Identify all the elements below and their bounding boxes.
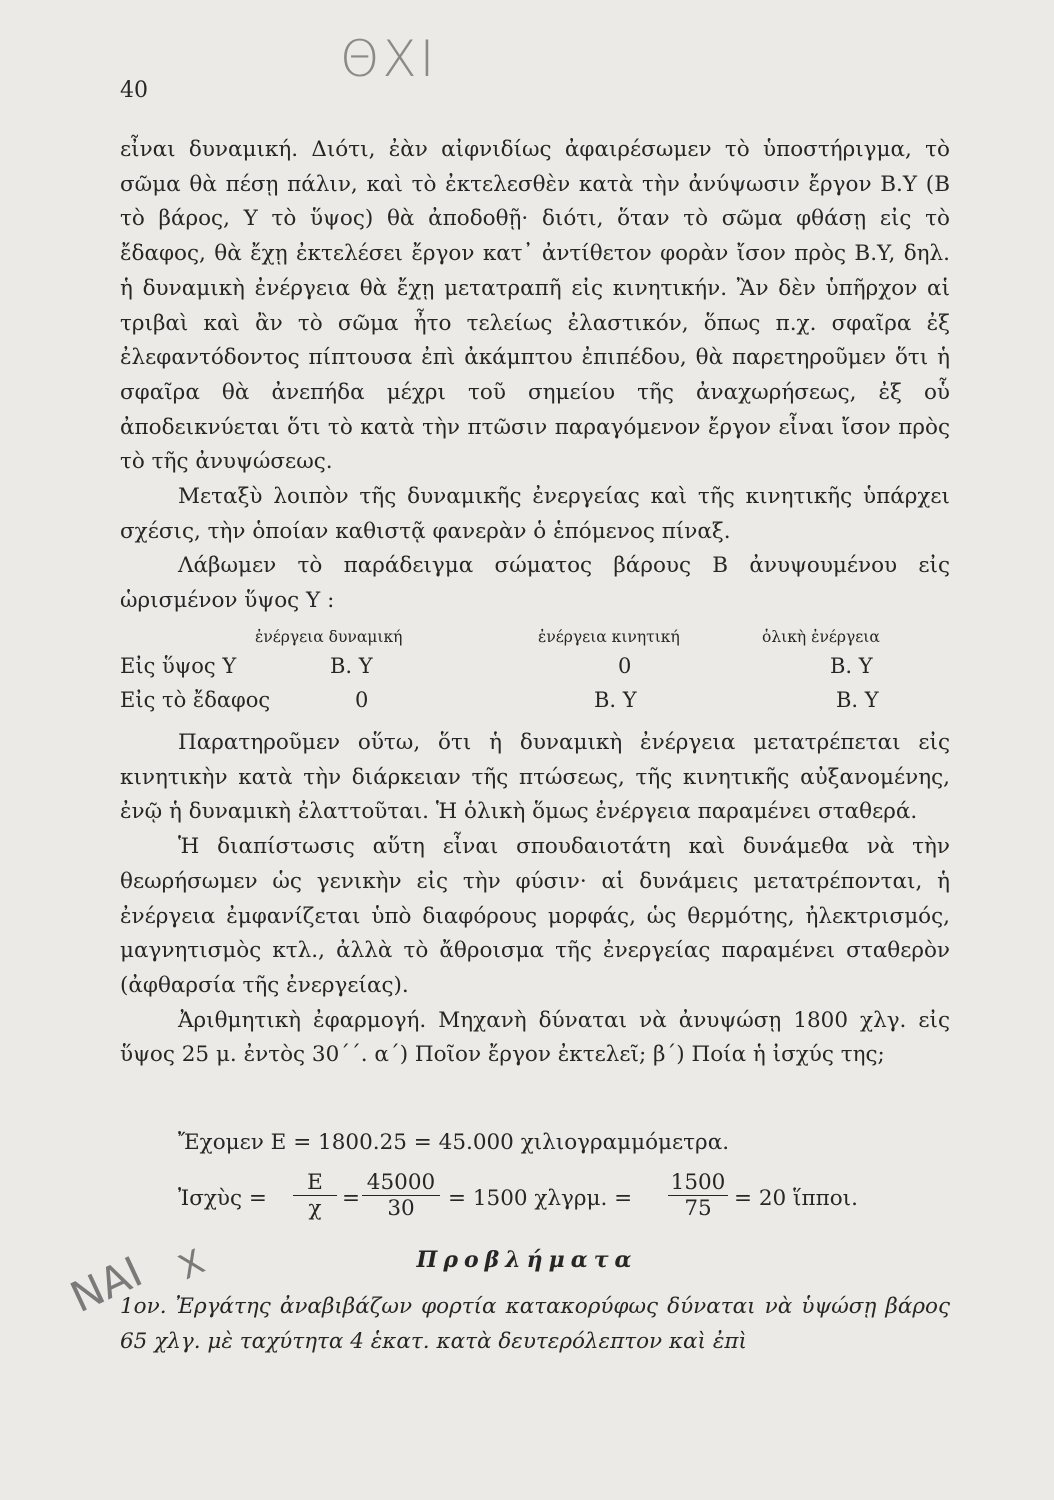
paragraph-4: Παρατηροῦμεν οὕτω, ὅτι ἡ δυναμικὴ ἐνέργεια μετατρέπεται εἰς κινητικὴν κατὰ τὴν διάρκειαν τῆς πτώσεως, τῆς κινητικῆς αὐξανομένης, ἐνῷ ἡ δυναμικὴ ἐλαττοῦται. Ἡ ὁλικὴ ὅμως ἐνέργεια παραμένει σταθερά.: [120, 730, 950, 825]
fraction-denominator: 75: [684, 1196, 712, 1221]
handwritten-annotation-top: ΘΧΙ: [340, 30, 438, 88]
fraction-numerator: 1500: [668, 1170, 728, 1196]
table-header: ἐνέργεια κινητική: [538, 628, 680, 646]
cell-total: B. Y: [830, 654, 873, 678]
body-text-top: [120, 133, 950, 619]
energy-table: [120, 620, 950, 722]
power-label: Ἰσχὺς =: [178, 1186, 267, 1211]
cell-kinetic: 0: [618, 654, 632, 678]
table-row: [120, 654, 950, 688]
cell-kinetic: B. Y: [594, 688, 637, 712]
row-label: Εἰς ὕψος Y: [120, 654, 237, 678]
fraction-denominator: 30: [387, 1196, 415, 1221]
handwritten-annotation-margin-mark: Χ: [172, 1241, 211, 1289]
formula-result: = 20 ἵπποι.: [734, 1186, 858, 1211]
problem-1: 1ον. Ἐργάτης ἀναβιβάζων φορτία κατακορύφως δύναται νὰ ὑψώσῃ βάρος 65 χλγ. μὲ ταχύτητα 4 ἑκατ. κατὰ δευτερόλεπτον καὶ ἐπὶ: [120, 1294, 950, 1354]
equals-sign: =: [342, 1186, 361, 1211]
table-row: [120, 688, 950, 722]
row-label: Εἰς τὸ ἔδαφος: [120, 688, 271, 712]
paragraph-5: Ἡ διαπίστωσις αὕτη εἶναι σπουδαιοτάτη καὶ δυνάμεθα νὰ τὴν θεωρήσωμεν ὡς γενικὴν εἰς τὴν φύσιν· αἱ δυνάμεις μετατρέπονται, ἡ ἐνέργεια ἐμφανίζεται ὑπὸ διαφόρους μορφάς, ὡς θερμότης, ἠλεκτρισμός, μαγνητισμὸς κτλ., ἀλλὰ τὸ ἄθροισμα τῆς ἐνεργείας παραμένει σταθερὸν (ἀφθαρσία τῆς ἐνεργείας).: [120, 834, 950, 998]
table-header: ἐνέργεια δυναμική: [255, 628, 403, 646]
cell-total: B. Y: [836, 688, 879, 712]
fraction-work-over-time: [362, 1170, 440, 1221]
paragraph-1: εἶναι δυναμική. Διότι, ἐὰν αἰφνιδίως ἀφαιρέσωμεν τὸ ὑποστήριγμα, τὸ σῶμα θὰ πέσῃ πάλιν, καὶ τὸ ἐκτελεσθὲν κατὰ τὴν ἀνύψωσιν ἔργον B.Y (B τὸ βάρος, Y τὸ ὕψος) θὰ ἀποδοθῇ· διότι, ὅταν τὸ σῶμα φθάσῃ εἰς τὸ ἔδαφος, θὰ ἔχῃ ἐκτελέσει ἔργον κατ᾽ ἀντίθετον φορὰν ἴσον πρὸς B.Y, δηλ. ἡ δυναμικὴ ἐνέργεια θὰ ἔχῃ μετατραπῆ εἰς κινητικήν. Ἂν δὲν ὑπῆρχον αἱ τριβαὶ καὶ ἂν τὸ σῶμα ἦτο τελείως ἐλαστικόν, ὅπως π.χ. σφαῖρα ἐξ ἐλεφαντόδοντος πίπτουσα ἐπὶ ἀκάμπτου ἐπιπέδου, θὰ παρετηροῦμεν ὅτι ἡ σφαῖρα θὰ ἀνεπήδα μέχρι τοῦ σημείου τῆς ἀναχωρήσεως, ἐξ οὗ ἀποδεικνύεται ὅτι τὸ κατὰ τὴν πτῶσιν παραγόμενον ἔργον εἶναι ἴσον πρὸς τὸ τῆς ἀνυψώσεως.: [120, 137, 950, 475]
formula-middle: = 1500 χλγρμ. =: [448, 1186, 633, 1211]
table-header: ὁλικὴ ἐνέργεια: [762, 628, 880, 646]
handwritten-annotation-margin: ΝΑΙ: [63, 1246, 150, 1323]
paragraph-6: Ἀριθμητικὴ ἐφαρμογή. Μηχανὴ δύναται νὰ ἀνυψώσῃ 1800 χλγ. εἰς ὕψος 25 μ. ἐντὸς 30΄΄. α΄) Ποῖον ἔργον ἐκτελεῖ; β΄) Ποία ἡ ἰσχύς της;: [120, 1007, 950, 1068]
fraction-numerator: 45000: [362, 1170, 440, 1196]
formula-line-1: Ἔχομεν E = 1800.25 = 45.000 χιλιογραμμόμετρα.: [178, 1130, 730, 1155]
paragraph-3: Λάβωμεν τὸ παράδειγμα σώματος βάρους B ἀνυψουμένου εἰς ὡρισμένον ὕψος Y :: [120, 553, 950, 614]
section-title-problems: Προβλήματα: [416, 1247, 638, 1273]
fraction-kgm-over-75: [668, 1170, 728, 1221]
paragraph-2: Μεταξὺ λοιπὸν τῆς δυναμικῆς ἐνεργείας καὶ τῆς κινητικῆς ὑπάρχει σχέσις, τὴν ὁποίαν καθιστᾷ φανερὰν ὁ ἑπόμενος πίναξ.: [120, 484, 950, 544]
fraction-denominator: χ: [308, 1196, 322, 1221]
formula-power: [178, 1170, 938, 1230]
page-number: 40: [120, 78, 148, 103]
table-header-row: [120, 620, 950, 654]
fraction-numerator: E: [293, 1170, 337, 1196]
cell-potential: 0: [355, 688, 369, 712]
cell-potential: B. Y: [330, 654, 373, 678]
fraction-e-over-x: [293, 1170, 337, 1221]
body-text-bottom: [120, 726, 950, 1073]
